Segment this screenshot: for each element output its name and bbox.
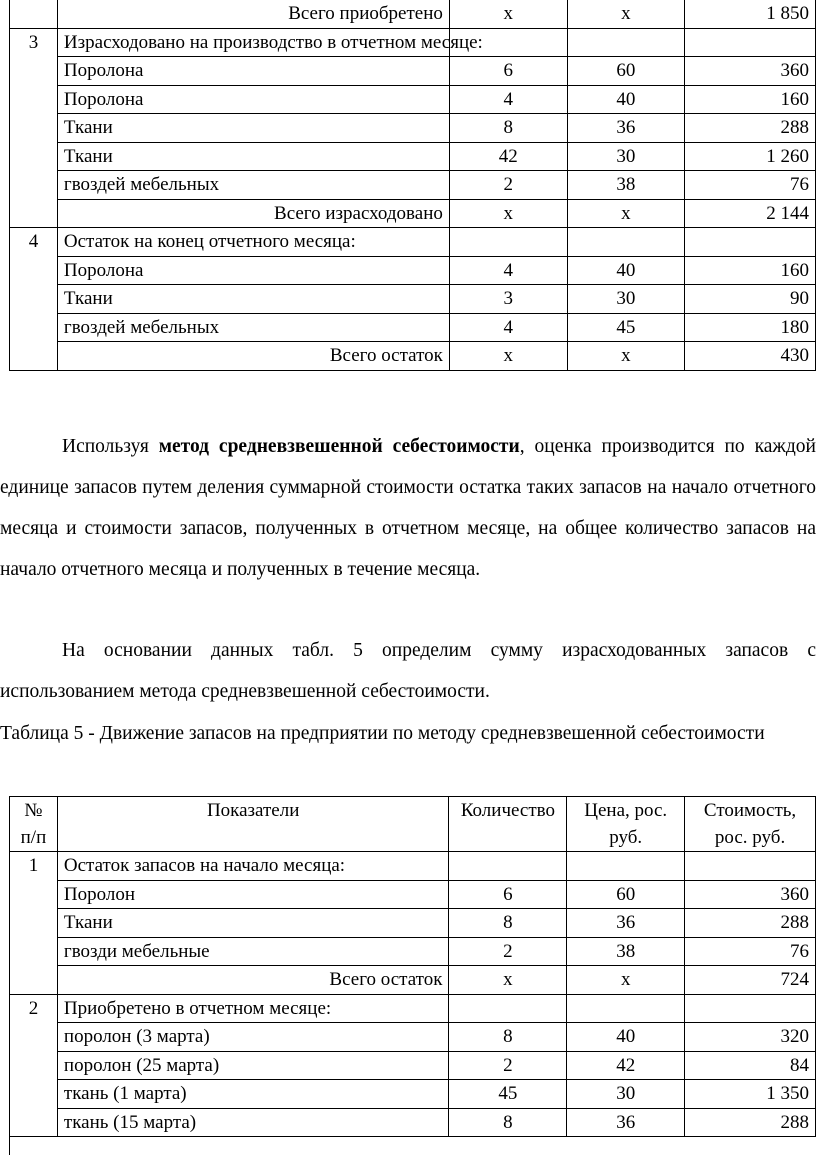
header-label: Показатели: [57, 797, 449, 852]
cell-num: 4: [10, 228, 58, 257]
cell-cost: 288: [685, 1108, 816, 1137]
cell-qty: 4: [449, 256, 567, 285]
cell-qty: х: [449, 199, 567, 228]
cell-price: 38: [567, 937, 685, 966]
cell-qty: 8: [449, 114, 567, 143]
cell-num: [10, 285, 58, 314]
cell-label: поролон (25 марта): [57, 1051, 449, 1080]
cell-num: [10, 256, 58, 285]
cell-cost: [685, 852, 816, 881]
cell-qty: 8: [449, 909, 567, 938]
cell-label: гвозди мебельные: [57, 937, 449, 966]
table5-weighted-average: [9, 796, 816, 1137]
cell-num: [10, 880, 58, 909]
header-price: Цена, рос. руб.: [567, 797, 685, 852]
cell-num: [10, 313, 58, 342]
cell-num: 2: [10, 994, 58, 1023]
cell-label: Ткани: [57, 909, 449, 938]
cell-cost: 430: [685, 342, 816, 371]
table-row: [10, 937, 816, 966]
cell-label: Израсходовано на производство в отчетном месяце:: [57, 28, 449, 57]
cell-num: [10, 1108, 58, 1137]
cell-label: поролон (3 марта): [57, 1023, 449, 1052]
cell-label: Приобретено в отчетном месяце:: [57, 994, 449, 1023]
bold-term: метод средневзвешенной себестоимости: [158, 436, 520, 457]
cell-price: 60: [567, 57, 685, 86]
table-row: [10, 1108, 816, 1137]
table-row: [10, 85, 816, 114]
cell-cost: [685, 994, 816, 1023]
cell-qty: 2: [449, 171, 567, 200]
cell-cost: [685, 228, 816, 257]
cell-price: 30: [567, 142, 685, 171]
cell-price: 36: [567, 909, 685, 938]
cell-cost: 360: [685, 57, 816, 86]
cell-qty: 8: [449, 1108, 567, 1137]
cell-num: [10, 199, 58, 228]
cell-price: х: [567, 342, 685, 371]
cell-label: Остаток на конец отчетного месяца:: [57, 228, 449, 257]
cell-label: Остаток запасов на начало месяца:: [57, 852, 449, 881]
cell-price: 40: [567, 256, 685, 285]
table-row: [10, 256, 816, 285]
section-row: [10, 228, 816, 257]
cell-cost: 1 260: [685, 142, 816, 171]
cell-cost: 1 350: [685, 1080, 816, 1109]
cell-num: [10, 171, 58, 200]
table-row: [10, 880, 816, 909]
cell-label: Всего израсходовано: [57, 199, 449, 228]
cell-label: Поролон: [57, 880, 449, 909]
cell-cost: 160: [685, 256, 816, 285]
header-qty: Количество: [449, 797, 567, 852]
cell-cost: 288: [685, 909, 816, 938]
cell-label: Всего остаток: [57, 966, 449, 995]
cell-price: 60: [567, 880, 685, 909]
cell-price: 36: [567, 114, 685, 143]
cell-num: [10, 57, 58, 86]
cell-num: [10, 85, 58, 114]
cell-price: [567, 228, 685, 257]
cell-qty: [449, 852, 567, 881]
cell-num: [10, 114, 58, 143]
table-row: [10, 171, 816, 200]
cell-num: [10, 1023, 58, 1052]
cell-label: Ткани: [57, 114, 449, 143]
section-row: [10, 28, 816, 57]
cell-label: ткань (1 марта): [57, 1080, 449, 1109]
cell-num: [10, 0, 58, 28]
cell-cost: 76: [685, 171, 816, 200]
cell-price: х: [567, 199, 685, 228]
cell-num: [10, 342, 58, 371]
cell-qty: 2: [449, 1051, 567, 1080]
cell-label: Ткани: [57, 142, 449, 171]
cell-qty: 3: [449, 285, 567, 314]
cell-qty: 6: [449, 57, 567, 86]
cell-price: х: [567, 0, 685, 28]
paragraph-table5-intro: На основании данных табл. 5 определим сумму израсходованных запасов с использованием метода средневзвешенной себестоимости.: [0, 640, 816, 702]
cell-label: гвоздей мебельных: [57, 171, 449, 200]
cell-num: [10, 909, 58, 938]
table-row: [10, 1080, 816, 1109]
table-left-border-continuation: [9, 1128, 10, 1155]
cell-label: Поролона: [57, 85, 449, 114]
table-row: [10, 1051, 816, 1080]
cell-label: Ткани: [57, 285, 449, 314]
cell-label: гвоздей мебельных: [57, 313, 449, 342]
cell-num: [10, 937, 58, 966]
cell-label: Поролона: [57, 256, 449, 285]
cell-price: х: [567, 966, 685, 995]
table-row: [10, 142, 816, 171]
inventory-table-continued: [9, 0, 816, 371]
cell-label: Всего приобретено: [57, 0, 449, 28]
cell-price: [567, 852, 685, 881]
table5-header-row: [10, 797, 816, 852]
cell-cost: 724: [685, 966, 816, 995]
cell-cost: [685, 28, 816, 57]
table-row: [10, 57, 816, 86]
total-row: [10, 966, 816, 995]
header-cost: Стоимость, рос. руб.: [685, 797, 816, 852]
cell-cost: 160: [685, 85, 816, 114]
total-row: [10, 342, 816, 371]
cell-qty: 42: [449, 142, 567, 171]
cell-num: 1: [10, 852, 58, 881]
table-row: [10, 1023, 816, 1052]
cell-price: 45: [567, 313, 685, 342]
cell-label: Всего остаток: [57, 342, 449, 371]
table-row: [10, 114, 816, 143]
header-num: № п/п: [10, 797, 58, 852]
cell-qty: 45: [449, 1080, 567, 1109]
total-row: [10, 0, 816, 28]
cell-qty: 4: [449, 85, 567, 114]
cell-cost: 320: [685, 1023, 816, 1052]
cell-qty: х: [449, 966, 567, 995]
paragraph-weighted-average-method: Используя метод средневзвешенной себестоимости, оценка производится по каждой единице запасов путем деления суммарной стоимости остатка таких запасов на начало отчетного месяца и стоимости запасов, полученных в отчетном месяце, на общее количество запасов на начало отчетного месяца и полученных в течение месяца.: [0, 436, 816, 580]
cell-qty: 2: [449, 937, 567, 966]
cell-price: 40: [567, 1023, 685, 1052]
section-row: [10, 994, 816, 1023]
cell-price: 38: [567, 171, 685, 200]
cell-qty: 8: [449, 1023, 567, 1052]
cell-price: [567, 994, 685, 1023]
cell-price: 30: [567, 285, 685, 314]
cell-num: [10, 1080, 58, 1109]
total-row: [10, 199, 816, 228]
cell-num: [10, 1051, 58, 1080]
cell-qty: [449, 994, 567, 1023]
section-row: [10, 852, 816, 881]
cell-qty: 4: [449, 313, 567, 342]
cell-cost: 90: [685, 285, 816, 314]
cell-label: ткань (15 марта): [57, 1108, 449, 1137]
cell-num: [10, 966, 58, 995]
cell-cost: 2 144: [685, 199, 816, 228]
cell-qty: 6: [449, 880, 567, 909]
table-row: [10, 313, 816, 342]
cell-label: Поролона: [57, 57, 449, 86]
cell-cost: 180: [685, 313, 816, 342]
cell-cost: 288: [685, 114, 816, 143]
cell-cost: 360: [685, 880, 816, 909]
cell-cost: 76: [685, 937, 816, 966]
table-row: [10, 909, 816, 938]
cell-price: 36: [567, 1108, 685, 1137]
cell-price: [567, 28, 685, 57]
cell-cost: 1 850: [685, 0, 816, 28]
cell-qty: х: [449, 342, 567, 371]
table5-caption: Таблица 5 - Движение запасов на предприятии по методу средневзвешенной себестоимости: [0, 723, 765, 744]
cell-price: 40: [567, 85, 685, 114]
cell-cost: 84: [685, 1051, 816, 1080]
cell-num: 3: [10, 28, 58, 57]
cell-num: [10, 142, 58, 171]
cell-qty: х: [449, 0, 567, 28]
table-row: [10, 285, 816, 314]
cell-qty: [449, 228, 567, 257]
cell-price: 30: [567, 1080, 685, 1109]
cell-price: 42: [567, 1051, 685, 1080]
